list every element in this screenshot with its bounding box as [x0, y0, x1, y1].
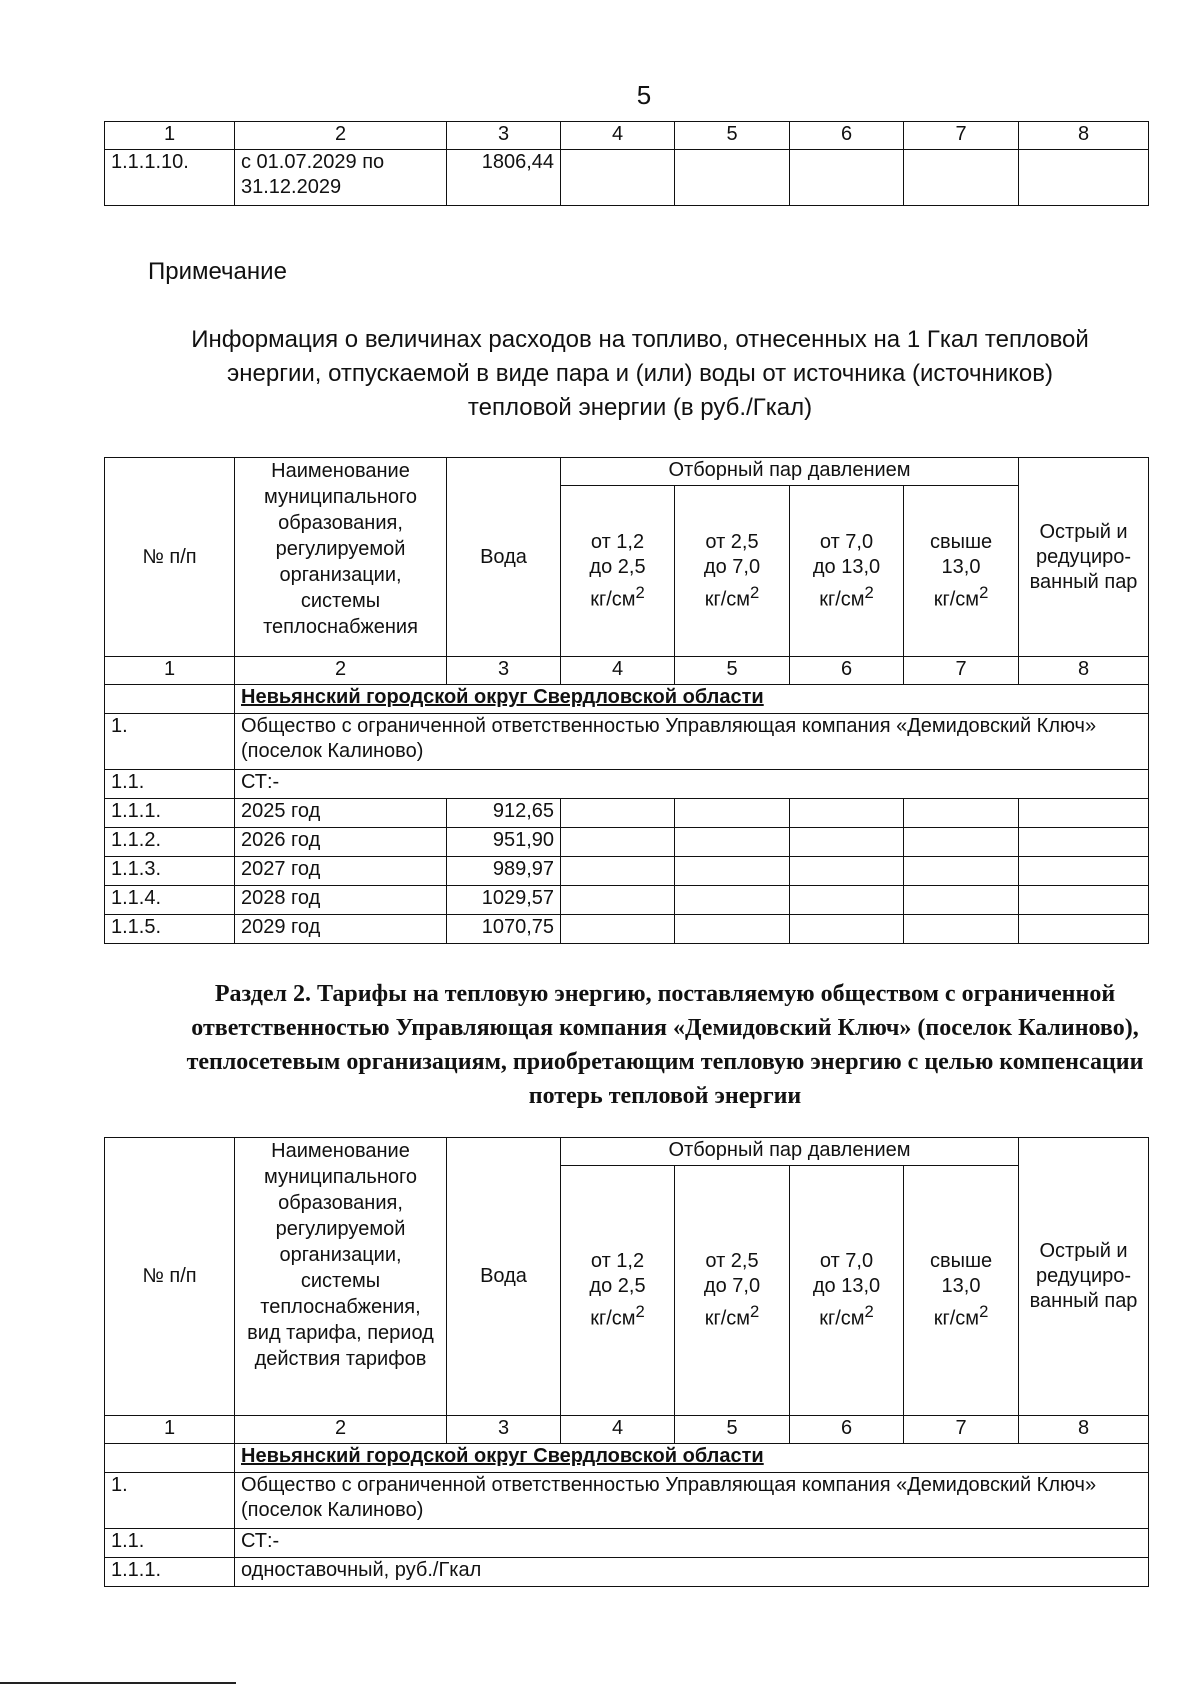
pressure-from: от 2,5 — [705, 530, 759, 553]
unit-power: 2 — [864, 582, 874, 602]
section-2-title: Раздел 2. Тарифы на тепловую энергию, поставляемую обществом с ограниченной ответственностью Управляющая компания «Демидовский Ключ» (поселок Калиново), теплосетевым организациям, приобретающим тепловую энергию с целью компенсации потерь тепловой энергии — [186, 981, 1144, 1109]
row-number: 1.1.3. — [105, 857, 235, 886]
organization-name: Общество с ограниченной ответственностью Управляющая компания «Демидовский Ключ» (поселок Калиново) — [235, 714, 1149, 770]
pressure-to: до 7,0 — [703, 555, 761, 578]
header-pressure-4 — [904, 1166, 1019, 1416]
unit-power: 2 — [750, 582, 760, 602]
column-index-row — [105, 657, 1149, 685]
pressure-from: свыше — [929, 530, 993, 553]
pressure-to: 13,0 — [941, 1275, 981, 1298]
row-number: 1.1.2. — [105, 828, 235, 857]
unit-text: кг/см — [704, 588, 751, 611]
district-name — [235, 1444, 1149, 1473]
unit-text: кг/см — [933, 588, 980, 611]
system-name: СТ:- — [235, 1529, 1149, 1558]
empty-cell — [904, 857, 1019, 886]
pressure-from: от 1,2 — [590, 1250, 645, 1273]
unit-power: 2 — [979, 582, 989, 602]
header-num: № п/п — [105, 1138, 235, 1416]
system-name: СТ:- — [235, 770, 1149, 799]
table-row — [105, 799, 1149, 828]
organization-row — [105, 1473, 1149, 1529]
empty-cell — [675, 799, 790, 828]
district-row — [105, 1444, 1149, 1473]
table-row — [105, 886, 1149, 915]
index-cell: 7 — [904, 657, 1019, 685]
unit-power: 2 — [979, 1302, 989, 1322]
empty-cell — [675, 886, 790, 915]
year-cell: 2026 год — [235, 828, 447, 857]
period-start: с 01.07.2029 по — [241, 151, 385, 173]
header-pressure-1 — [561, 486, 675, 657]
index-cell: 3 — [447, 657, 561, 685]
system-row — [105, 1529, 1149, 1558]
header-pressure-2 — [675, 486, 790, 657]
empty-cell — [561, 886, 675, 915]
water-value: 1806,44 — [447, 150, 561, 206]
year-cell: 2029 год — [235, 915, 447, 944]
column-index-row — [105, 1416, 1149, 1444]
empty-cell — [790, 799, 904, 828]
pressure-to: до 13,0 — [812, 1275, 881, 1298]
table-row — [105, 150, 1149, 206]
tariff-table — [104, 1137, 1149, 1587]
water-value: 1029,57 — [447, 886, 561, 915]
header-name — [235, 458, 447, 657]
info-heading-line: Информация о величинах расходов на топливо, отнесенных на 1 Гкал тепловой — [191, 326, 1089, 353]
header-name-rest: муниципального образования, регулируемой организации, системы теплоснабжения — [263, 486, 418, 638]
pressure-unit — [796, 1299, 897, 1332]
unit-text: кг/см — [590, 1307, 636, 1330]
pressure-from: от 2,5 — [705, 1250, 759, 1273]
index-cell: 5 — [675, 657, 790, 685]
district-row — [105, 685, 1149, 714]
pressure-unit — [567, 1299, 668, 1332]
index-cell: 8 — [1019, 657, 1149, 685]
empty-cell — [105, 1444, 235, 1473]
year-cell: 2027 год — [235, 857, 447, 886]
empty-cell — [904, 828, 1019, 857]
empty-cell — [1019, 828, 1149, 857]
unit-power: 2 — [750, 1302, 760, 1322]
index-cell: 5 — [675, 1416, 790, 1444]
pressure-from: от 1,2 — [590, 530, 645, 553]
empty-cell — [790, 828, 904, 857]
column-index-row — [105, 122, 1149, 150]
unit-power: 2 — [635, 1302, 645, 1322]
header-sharp-steam: Острый и редуциро-ванный пар — [1019, 1138, 1149, 1416]
header-steam-group: Отборный пар давлением — [561, 1138, 1019, 1166]
empty-cell — [904, 886, 1019, 915]
header-pressure-4 — [904, 486, 1019, 657]
header-pressure-3 — [790, 486, 904, 657]
pressure-to: до 7,0 — [703, 1275, 761, 1298]
index-cell: 6 — [790, 122, 904, 150]
district-text: Невьянский городской округ Свердловской области — [241, 686, 764, 708]
pressure-to: до 2,5 — [589, 555, 646, 578]
index-cell: 2 — [235, 657, 447, 685]
row-number: 1.1.1. — [105, 1558, 235, 1587]
pressure-to: до 2,5 — [589, 1275, 646, 1298]
index-cell: 2 — [235, 122, 447, 150]
empty-cell — [105, 685, 235, 714]
index-cell: 1 — [105, 657, 235, 685]
water-value: 1070,75 — [447, 915, 561, 944]
info-heading-line: энергии, отпускаемой в виде пара и (или) воды от источника (источников) — [227, 360, 1053, 387]
empty-cell — [790, 915, 904, 944]
empty-cell — [1019, 799, 1149, 828]
header-pressure-3 — [790, 1166, 904, 1416]
unit-power: 2 — [864, 1302, 874, 1322]
water-value: 989,97 — [447, 857, 561, 886]
index-cell: 5 — [675, 122, 790, 150]
empty-cell — [1019, 857, 1149, 886]
table-row — [105, 828, 1149, 857]
empty-cell — [1019, 915, 1149, 944]
empty-cell — [1019, 150, 1149, 206]
pressure-unit — [910, 1299, 1012, 1332]
page-number: 5 — [636, 80, 652, 110]
empty-cell — [675, 828, 790, 857]
row-number: 1.1.5. — [105, 915, 235, 944]
footnote-rule — [0, 1682, 236, 1684]
empty-cell — [904, 915, 1019, 944]
water-value: 951,90 — [447, 828, 561, 857]
note-label: Примечание — [148, 258, 287, 285]
year-cell: 2028 год — [235, 886, 447, 915]
info-heading-line: тепловой энергии (в руб./Гкал) — [467, 394, 813, 421]
index-cell: 3 — [447, 122, 561, 150]
index-cell: 3 — [447, 1416, 561, 1444]
table-row — [105, 857, 1149, 886]
empty-cell — [790, 150, 904, 206]
district-text: Невьянский городской округ Свердловской области — [241, 1445, 764, 1467]
index-cell: 4 — [561, 122, 675, 150]
pressure-from: свыше — [929, 1250, 993, 1273]
row-number: 1.1. — [105, 770, 235, 799]
index-cell: 8 — [1019, 1416, 1149, 1444]
empty-cell — [904, 799, 1019, 828]
table-row — [105, 915, 1149, 944]
index-cell: 4 — [561, 657, 675, 685]
row-number: 1. — [105, 714, 235, 770]
header-steam-group: Отборный пар давлением — [561, 458, 1019, 486]
index-cell: 1 — [105, 122, 235, 150]
fuel-cost-table — [104, 457, 1149, 944]
unit-text: кг/см — [704, 1307, 751, 1330]
header-name-first: Наименование — [271, 1140, 410, 1162]
empty-cell — [561, 857, 675, 886]
row-number: 1.1.1.10. — [105, 150, 235, 206]
pressure-unit — [567, 580, 668, 613]
period-end: 31.12.2029 — [241, 176, 342, 198]
index-cell: 8 — [1019, 122, 1149, 150]
header-water: Вода — [447, 1138, 561, 1416]
pressure-unit — [681, 1299, 783, 1332]
organization-row — [105, 714, 1149, 770]
row-number: 1.1. — [105, 1529, 235, 1558]
index-cell: 4 — [561, 1416, 675, 1444]
pressure-to: 13,0 — [941, 555, 981, 578]
header-name-first: Наименование — [271, 460, 410, 482]
water-value: 912,65 — [447, 799, 561, 828]
empty-cell — [904, 150, 1019, 206]
info-heading — [150, 323, 1130, 425]
pressure-from: от 7,0 — [819, 1250, 874, 1273]
empty-cell — [675, 857, 790, 886]
unit-text: кг/см — [590, 588, 636, 611]
unit-power: 2 — [635, 582, 645, 602]
header-pressure-1 — [561, 1166, 675, 1416]
tariff-type-row — [105, 1558, 1149, 1587]
year-cell: 2025 год — [235, 799, 447, 828]
row-number: 1.1.4. — [105, 886, 235, 915]
header-sharp-steam: Острый и редуциро-ванный пар — [1019, 458, 1149, 657]
row-number: 1. — [105, 1473, 235, 1529]
index-cell: 1 — [105, 1416, 235, 1444]
unit-text: кг/см — [819, 588, 865, 611]
empty-cell — [561, 828, 675, 857]
system-row — [105, 770, 1149, 799]
continuation-table — [104, 121, 1149, 206]
index-cell: 7 — [904, 122, 1019, 150]
organization-name: Общество с ограниченной ответственностью Управляющая компания «Демидовский Ключ» (поселок Калиново) — [235, 1473, 1149, 1529]
empty-cell — [561, 150, 675, 206]
tariff-type: одноставочный, руб./Гкал — [235, 1558, 1149, 1587]
empty-cell — [675, 150, 790, 206]
empty-cell — [675, 915, 790, 944]
header-row — [105, 458, 1149, 486]
header-name-rest: муниципального образования, регулируемой организации, системы теплоснабжения, вид тарифа, период действия тарифов — [247, 1166, 434, 1370]
header-name — [235, 1138, 447, 1416]
empty-cell — [790, 857, 904, 886]
header-pressure-2 — [675, 1166, 790, 1416]
index-cell: 2 — [235, 1416, 447, 1444]
unit-text: кг/см — [819, 1307, 865, 1330]
unit-text: кг/см — [933, 1307, 980, 1330]
empty-cell — [561, 915, 675, 944]
row-number: 1.1.1. — [105, 799, 235, 828]
header-water: Вода — [447, 458, 561, 657]
header-num: № п/п — [105, 458, 235, 657]
index-cell: 6 — [790, 657, 904, 685]
empty-cell — [561, 799, 675, 828]
index-cell: 6 — [790, 1416, 904, 1444]
header-row — [105, 1138, 1149, 1166]
index-cell: 7 — [904, 1416, 1019, 1444]
pressure-unit — [796, 580, 897, 613]
pressure-unit — [910, 580, 1012, 613]
pressure-to: до 13,0 — [812, 555, 881, 578]
pressure-unit — [681, 580, 783, 613]
district-name — [235, 685, 1149, 714]
empty-cell — [790, 886, 904, 915]
empty-cell — [1019, 886, 1149, 915]
period-cell — [235, 150, 447, 206]
pressure-from: от 7,0 — [819, 530, 874, 553]
